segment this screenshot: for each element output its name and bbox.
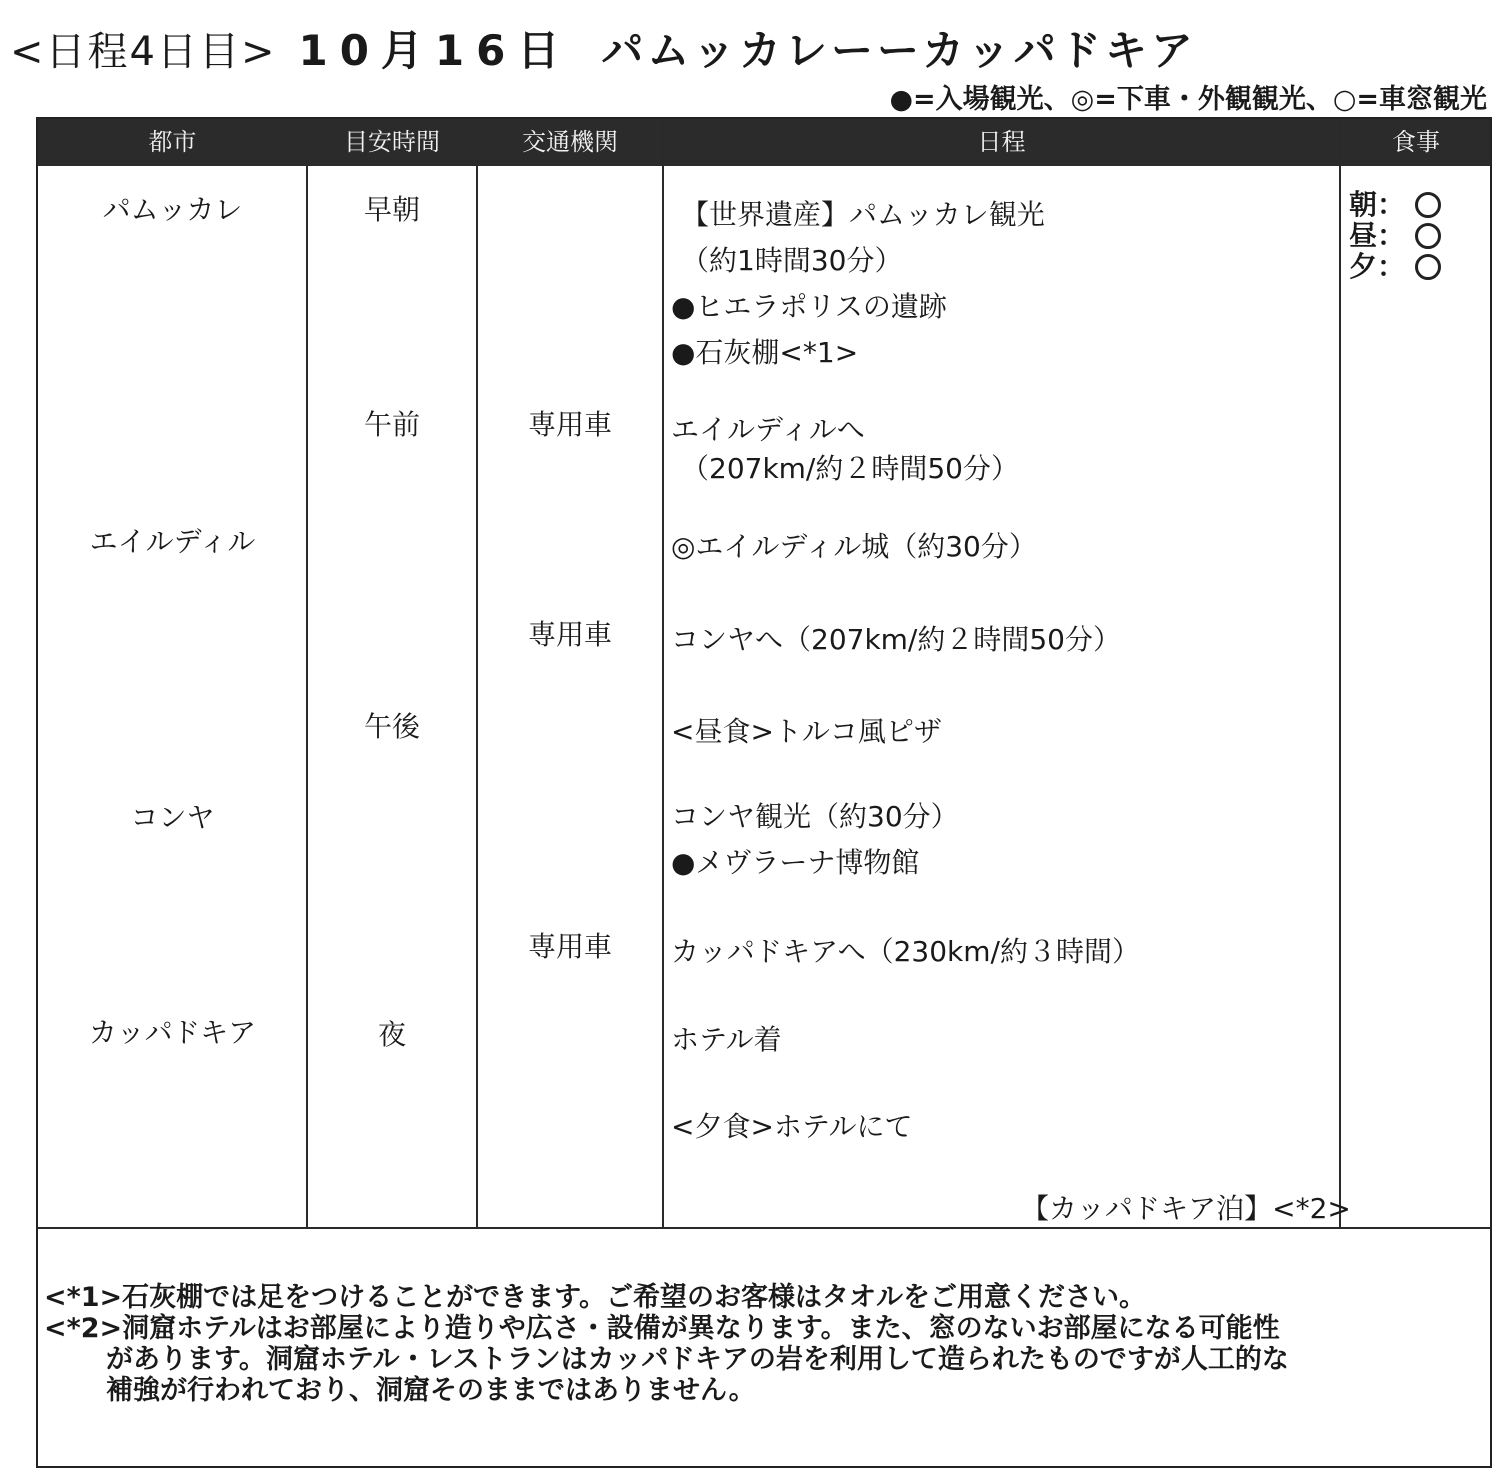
schedule-line-hotel: 【カッパドキア泊】<*2> — [1021, 1192, 1351, 1225]
schedule-line: ホテル着 — [671, 1023, 782, 1056]
city-konya: コンヤ — [130, 801, 215, 834]
time-morning: 午前 — [363, 408, 420, 441]
column-divider — [476, 119, 478, 1229]
note-2-cont: 補強が行われており、洞窟そのままではありません。 — [106, 1375, 756, 1406]
itinerary-table — [36, 117, 1492, 1468]
time-night: 夜 — [377, 1018, 406, 1051]
date-label: 10月16日 — [298, 26, 572, 75]
time-early-morning: 早朝 — [363, 193, 420, 226]
route-label: パムッカレーーカッパドキア — [601, 26, 1197, 75]
header-transport: 交通機関 — [522, 128, 618, 156]
schedule-line: ●ヒエラポリスの遺跡 — [671, 290, 947, 323]
transport-1: 専用車 — [527, 408, 612, 441]
notes — [44, 1282, 1289, 1406]
transport-3: 専用車 — [527, 930, 612, 963]
schedule-line: ●石灰棚<*1> — [671, 336, 859, 369]
city-pamukkale: パムッカレ — [102, 193, 243, 226]
schedule-line: ●メヴラーナ博物館 — [671, 846, 920, 879]
schedule-line: コンヤ観光（約30分） — [671, 800, 959, 833]
schedule-line: <夕食>ホテルにて — [671, 1110, 913, 1143]
legend — [887, 76, 1487, 116]
note-2-cont: があります。洞窟ホテル・レストランはカッパドキアの岩を利用して造られたものですが人工的な — [106, 1344, 1289, 1375]
transport-2: 専用車 — [527, 618, 612, 651]
schedule-line: （約1時間30分） — [681, 244, 903, 277]
circle-icon — [1415, 254, 1441, 280]
column-divider — [306, 119, 308, 1229]
city-cappadocia: カッパドキア — [88, 1016, 257, 1049]
table-header — [38, 119, 1490, 166]
header-schedule: 日程 — [977, 128, 1026, 156]
time-afternoon: 午後 — [363, 710, 420, 743]
header-meal: 食事 — [1392, 128, 1440, 156]
column-divider — [662, 119, 664, 1229]
schedule-line: カッパドキアへ（230km/約３時間） — [671, 935, 1140, 968]
city-egirdir: エイルディル — [89, 525, 256, 558]
meal-breakfast: 朝： — [1349, 189, 1441, 220]
meal-dinner: 夕： — [1349, 251, 1441, 282]
schedule-line: （207km/約２時間50分） — [681, 452, 1019, 485]
schedule-line: エイルディルへ — [671, 413, 865, 446]
note-1: <*1>石灰棚では足をつけることができます。ご希望のお客様はタオルをご用意ください。 — [44, 1282, 1146, 1313]
circle-icon — [1415, 192, 1441, 218]
meal-lunch: 昼： — [1349, 220, 1441, 251]
header-city: 都市 — [148, 128, 197, 156]
page-title — [10, 18, 1197, 78]
schedule-line: ◎エイルディル城（約30分） — [671, 530, 1037, 563]
meal-list — [1349, 189, 1441, 282]
schedule-line: <昼食>トルコ風ピザ — [671, 715, 942, 748]
circle-icon — [1415, 223, 1441, 249]
note-2: <*2>洞窟ホテルはお部屋により造りや広さ・設備が異なります。また、窓のないお部屋になる可能性 — [44, 1313, 1280, 1344]
header-time: 目安時間 — [344, 128, 440, 156]
schedule-line: コンヤへ（207km/約２時間50分） — [671, 623, 1121, 656]
legend-text: ●=入場観光、◎=下車・外観観光、○=車窓観光 — [889, 83, 1487, 115]
column-divider — [1339, 119, 1341, 1229]
day-label: <日程4日目> — [10, 28, 277, 75]
schedule-line: 【世界遺産】パムッカレ観光 — [681, 198, 1045, 231]
notes-divider — [38, 1227, 1490, 1229]
